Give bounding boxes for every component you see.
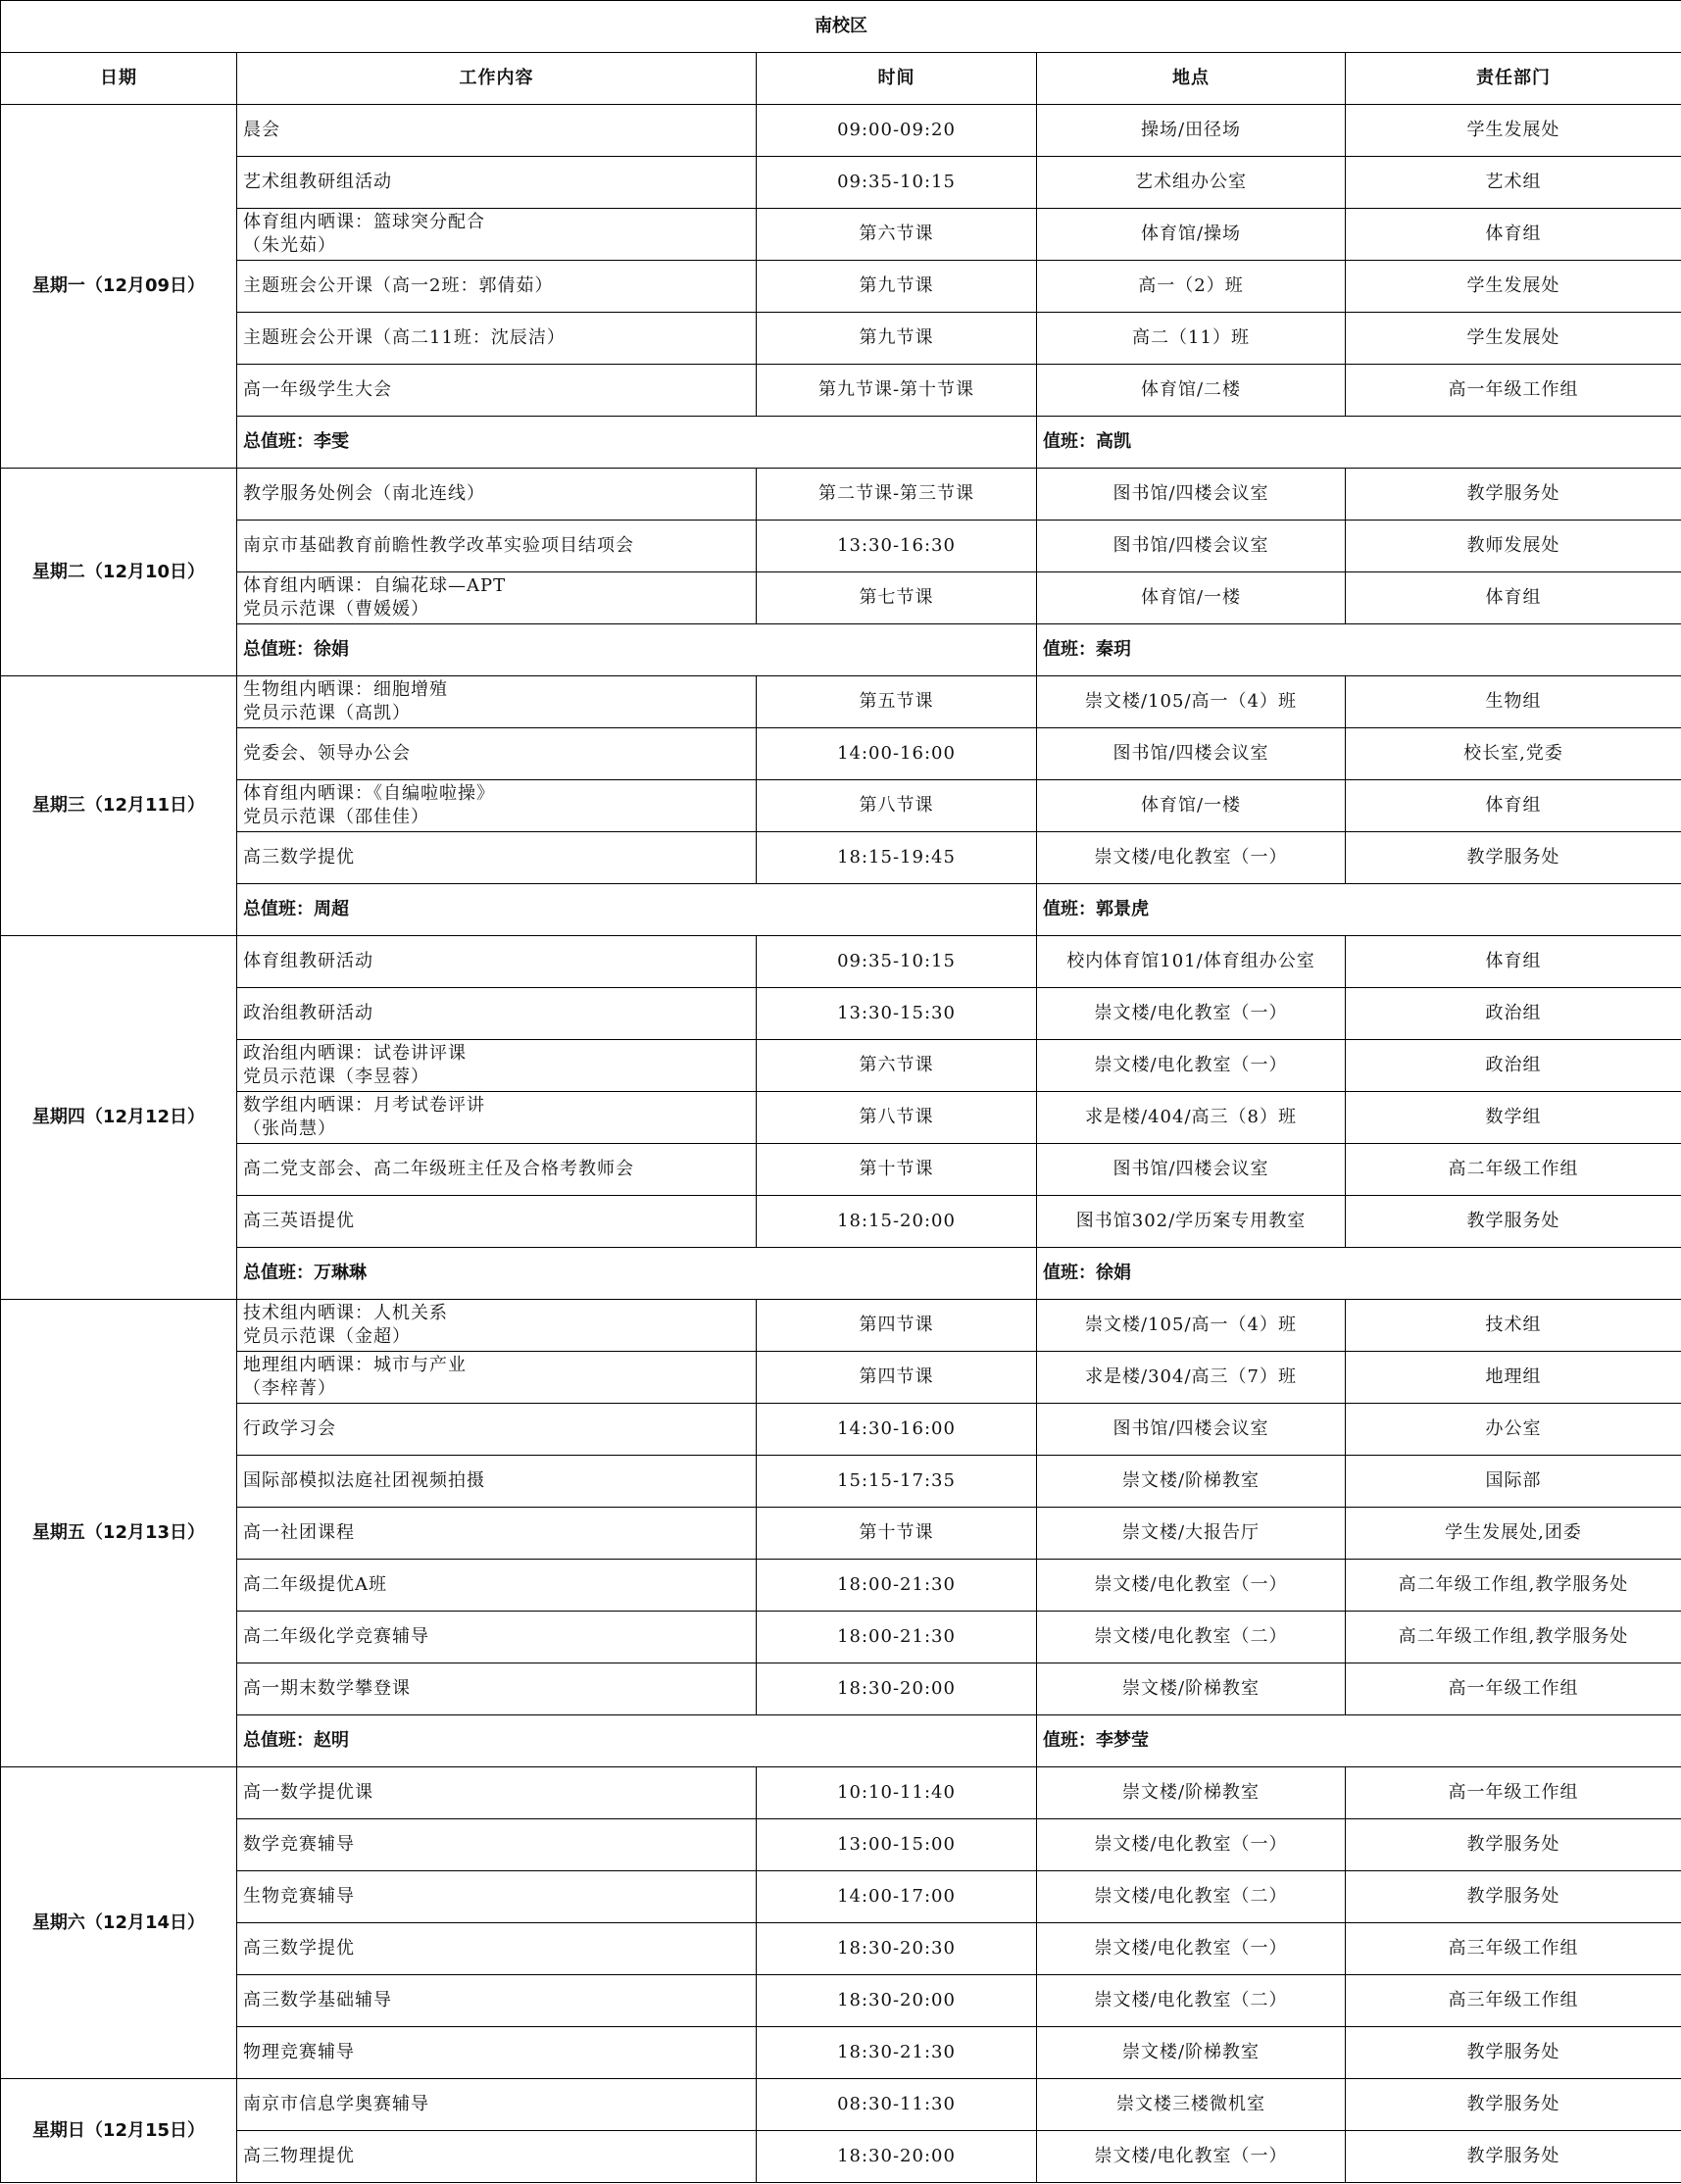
table-row (1, 2131, 1681, 2183)
day-label: 星期二（12月10日） (1, 469, 237, 676)
cell-time: 第十节课 (757, 1144, 1037, 1196)
cell-content: 主题班会公开课（高一2班：郭倩茹） (237, 261, 757, 313)
cell-dept: 高二年级工作组 (1346, 1144, 1681, 1196)
table-row (1, 1196, 1681, 1248)
cell-place: 崇文楼/电化教室（一） (1037, 832, 1346, 884)
cell-content: 主题班会公开课（高二11班：沈辰洁） (237, 313, 757, 365)
table-row (1, 157, 1681, 209)
cell-content: 高三物理提优 (237, 2131, 757, 2183)
duty-total-cell (237, 884, 1037, 936)
duty-row (1, 1715, 1681, 1767)
cell-time: 第八节课 (757, 1092, 1037, 1144)
cell-dept: 政治组 (1346, 1040, 1681, 1092)
cell-place: 崇文楼/105/高一（4）班 (1037, 1300, 1346, 1352)
table-row (1, 1612, 1681, 1663)
cell-place: 高二（11）班 (1037, 313, 1346, 365)
table-row (1, 1404, 1681, 1456)
cell-time: 18:15-19:45 (757, 832, 1037, 884)
table-row (1, 936, 1681, 988)
cell-dept: 高一年级工作组 (1346, 1767, 1681, 1819)
cell-time: 14:00-17:00 (757, 1871, 1037, 1923)
table-row (1, 261, 1681, 313)
cell-place: 图书馆/四楼会议室 (1037, 728, 1346, 780)
cell-time: 第五节课 (757, 676, 1037, 728)
cell-dept: 教学服务处 (1346, 2131, 1681, 2183)
cell-dept: 政治组 (1346, 988, 1681, 1040)
table-row (1, 1975, 1681, 2027)
cell-dept: 体育组 (1346, 572, 1681, 624)
cell-dept: 地理组 (1346, 1352, 1681, 1404)
cell-content: 生物竞赛辅导 (237, 1871, 757, 1923)
header-date: 日期 (1, 53, 237, 105)
header-dept: 责任部门 (1346, 53, 1681, 105)
cell-dept: 教学服务处 (1346, 1871, 1681, 1923)
cell-place: 崇文楼/阶梯教室 (1037, 1456, 1346, 1508)
header-row (1, 53, 1681, 105)
cell-time: 第二节课-第三节课 (757, 469, 1037, 521)
day-label: 星期三（12月11日） (1, 676, 237, 936)
table-row (1, 521, 1681, 572)
cell-place: 崇文楼三楼微机室 (1037, 2079, 1346, 2131)
cell-time: 第四节课 (757, 1300, 1037, 1352)
cell-place: 校内体育馆101/体育组办公室 (1037, 936, 1346, 988)
cell-dept: 教学服务处 (1346, 832, 1681, 884)
duty-total-cell (237, 417, 1037, 469)
cell-place: 图书馆/四楼会议室 (1037, 1144, 1346, 1196)
cell-place: 崇文楼/电化教室（一） (1037, 1819, 1346, 1871)
cell-content: 数学竞赛辅导 (237, 1819, 757, 1871)
cell-dept: 高三年级工作组 (1346, 1975, 1681, 2027)
cell-time: 18:30-20:00 (757, 1663, 1037, 1715)
table-row (1, 676, 1681, 728)
cell-time: 第九节课-第十节课 (757, 365, 1037, 417)
cell-place: 崇文楼/电化教室（一） (1037, 1040, 1346, 1092)
duty-name: 徐娟 (1096, 1263, 1131, 1283)
duty-cell (1037, 417, 1681, 469)
cell-dept: 教学服务处 (1346, 2079, 1681, 2131)
cell-content: 高一年级学生大会 (237, 365, 757, 417)
cell-place: 图书馆302/学历案专用教室 (1037, 1196, 1346, 1248)
table-row (1, 1092, 1681, 1144)
table-row (1, 365, 1681, 417)
cell-content: 高三数学提优 (237, 832, 757, 884)
table-row (1, 2027, 1681, 2079)
cell-dept: 高二年级工作组,教学服务处 (1346, 1612, 1681, 1663)
cell-dept: 高一年级工作组 (1346, 1663, 1681, 1715)
cell-dept: 教学服务处 (1346, 1196, 1681, 1248)
cell-content: 体育组教研活动 (237, 936, 757, 988)
day-label: 星期日（12月15日） (1, 2079, 237, 2183)
table-row (1, 1663, 1681, 1715)
cell-content: 晨会 (237, 105, 757, 157)
cell-dept: 体育组 (1346, 936, 1681, 988)
cell-content: 政治组内晒课：试卷讲评课 党员示范课（李昱蓉） (237, 1040, 757, 1092)
cell-time: 18:30-20:00 (757, 2131, 1037, 2183)
cell-dept: 学生发展处,团委 (1346, 1508, 1681, 1560)
cell-place: 崇文楼/阶梯教室 (1037, 1767, 1346, 1819)
duty-cell (1037, 624, 1681, 676)
cell-place: 崇文楼/电化教室（一） (1037, 988, 1346, 1040)
cell-time: 18:30-20:30 (757, 1923, 1037, 1975)
table-row (1, 469, 1681, 521)
cell-place: 崇文楼/电化教室（二） (1037, 1975, 1346, 2027)
cell-dept: 体育组 (1346, 209, 1681, 261)
cell-place: 崇文楼/105/高一（4）班 (1037, 676, 1346, 728)
cell-place: 崇文楼/大报告厅 (1037, 1508, 1346, 1560)
header-place: 地点 (1037, 53, 1346, 105)
cell-content: 行政学习会 (237, 1404, 757, 1456)
cell-place: 崇文楼/电化教室（一） (1037, 1560, 1346, 1612)
cell-time: 18:30-21:30 (757, 2027, 1037, 2079)
duty-label: 值班： (1043, 1263, 1096, 1283)
cell-place: 体育馆/二楼 (1037, 365, 1346, 417)
cell-time: 14:00-16:00 (757, 728, 1037, 780)
title-row (1, 1, 1681, 53)
cell-place: 崇文楼/电化教室（一） (1037, 2131, 1346, 2183)
cell-time: 10:10-11:40 (757, 1767, 1037, 1819)
cell-dept: 艺术组 (1346, 157, 1681, 209)
table-row (1, 105, 1681, 157)
duty-total-label: 总值班： (243, 639, 314, 660)
duty-label: 值班： (1043, 899, 1096, 919)
duty-total-cell (237, 624, 1037, 676)
duty-label: 值班： (1043, 1730, 1096, 1751)
cell-time: 18:30-20:00 (757, 1975, 1037, 2027)
cell-time: 13:30-15:30 (757, 988, 1037, 1040)
cell-dept: 校长室,党委 (1346, 728, 1681, 780)
cell-content: 政治组教研活动 (237, 988, 757, 1040)
table-row (1, 1144, 1681, 1196)
table-row (1, 988, 1681, 1040)
cell-place: 艺术组办公室 (1037, 157, 1346, 209)
table-row (1, 1871, 1681, 1923)
cell-dept: 学生发展处 (1346, 261, 1681, 313)
table-row (1, 728, 1681, 780)
cell-dept: 学生发展处 (1346, 105, 1681, 157)
cell-time: 15:15-17:35 (757, 1456, 1037, 1508)
cell-content: 体育组内晒课：自编花球—APT 党员示范课（曹媛媛） (237, 572, 757, 624)
cell-time: 18:00-21:30 (757, 1560, 1037, 1612)
cell-place: 崇文楼/阶梯教室 (1037, 2027, 1346, 2079)
duty-total-label: 总值班： (243, 1730, 314, 1751)
cell-content: 南京市基础教育前瞻性教学改革实验项目结项会 (237, 521, 757, 572)
cell-time: 18:00-21:30 (757, 1612, 1037, 1663)
table-row (1, 313, 1681, 365)
cell-content: 高二年级化学竞赛辅导 (237, 1612, 757, 1663)
duty-total-cell (237, 1715, 1037, 1767)
cell-dept: 高二年级工作组,教学服务处 (1346, 1560, 1681, 1612)
cell-dept: 教学服务处 (1346, 1819, 1681, 1871)
duty-total-name: 周超 (314, 899, 349, 919)
cell-content: 物理竞赛辅导 (237, 2027, 757, 2079)
day-label: 星期六（12月14日） (1, 1767, 237, 2079)
cell-place: 求是楼/404/高三（8）班 (1037, 1092, 1346, 1144)
cell-time: 第六节课 (757, 209, 1037, 261)
cell-content: 高三数学提优 (237, 1923, 757, 1975)
cell-content: 党委会、领导办公会 (237, 728, 757, 780)
cell-dept: 高三年级工作组 (1346, 1923, 1681, 1975)
cell-content: 高三英语提优 (237, 1196, 757, 1248)
schedule-body (1, 105, 1681, 2183)
table-row (1, 209, 1681, 261)
duty-cell (1037, 1715, 1681, 1767)
cell-dept: 国际部 (1346, 1456, 1681, 1508)
cell-place: 体育馆/操场 (1037, 209, 1346, 261)
duty-name: 郭景虎 (1096, 899, 1149, 919)
cell-time: 14:30-16:00 (757, 1404, 1037, 1456)
cell-place: 操场/田径场 (1037, 105, 1346, 157)
cell-content: 数学组内晒课：月考试卷评讲 （张尚慧） (237, 1092, 757, 1144)
cell-content: 高三数学基础辅导 (237, 1975, 757, 2027)
table-row (1, 1040, 1681, 1092)
duty-label: 值班： (1043, 431, 1096, 452)
table-row (1, 1819, 1681, 1871)
cell-content: 高一期末数学攀登课 (237, 1663, 757, 1715)
cell-dept: 体育组 (1346, 780, 1681, 832)
cell-content: 艺术组教研组活动 (237, 157, 757, 209)
duty-total-name: 徐娟 (314, 639, 349, 660)
day-label: 星期五（12月13日） (1, 1300, 237, 1767)
cell-dept: 数学组 (1346, 1092, 1681, 1144)
duty-name: 李梦莹 (1096, 1730, 1149, 1751)
cell-dept: 生物组 (1346, 676, 1681, 728)
day-label: 星期一（12月09日） (1, 105, 237, 469)
cell-content: 国际部模拟法庭社团视频拍摄 (237, 1456, 757, 1508)
duty-row (1, 624, 1681, 676)
duty-cell (1037, 1248, 1681, 1300)
cell-content: 高一数学提优课 (237, 1767, 757, 1819)
table-title: 南校区 (1, 1, 1681, 53)
duty-label: 值班： (1043, 639, 1096, 660)
table-row (1, 1508, 1681, 1560)
cell-time: 13:00-15:00 (757, 1819, 1037, 1871)
table-row (1, 1560, 1681, 1612)
cell-content: 生物组内晒课：细胞增殖 党员示范课（高凯） (237, 676, 757, 728)
cell-place: 图书馆/四楼会议室 (1037, 521, 1346, 572)
cell-place: 体育馆/一楼 (1037, 572, 1346, 624)
cell-place: 崇文楼/电化教室（二） (1037, 1612, 1346, 1663)
table-row (1, 2079, 1681, 2131)
cell-place: 崇文楼/电化教室（二） (1037, 1871, 1346, 1923)
cell-time: 第九节课 (757, 313, 1037, 365)
duty-cell (1037, 884, 1681, 936)
duty-row (1, 417, 1681, 469)
cell-place: 高一（2）班 (1037, 261, 1346, 313)
cell-place: 求是楼/304/高三（7）班 (1037, 1352, 1346, 1404)
table-row (1, 1300, 1681, 1352)
cell-time: 第八节课 (757, 780, 1037, 832)
cell-time: 第六节课 (757, 1040, 1037, 1092)
cell-content: 高二党支部会、高二年级班主任及合格考教师会 (237, 1144, 757, 1196)
cell-content: 技术组内晒课：人机关系 党员示范课（金超） (237, 1300, 757, 1352)
cell-content: 南京市信息学奥赛辅导 (237, 2079, 757, 2131)
duty-total-name: 李雯 (314, 431, 349, 452)
duty-total-name: 赵明 (314, 1730, 349, 1751)
cell-time: 18:15-20:00 (757, 1196, 1037, 1248)
duty-total-name: 万琳琳 (314, 1263, 367, 1283)
cell-time: 第十节课 (757, 1508, 1037, 1560)
table-row (1, 1923, 1681, 1975)
cell-dept: 学生发展处 (1346, 313, 1681, 365)
cell-content: 高一社团课程 (237, 1508, 757, 1560)
cell-content: 体育组内晒课：《自编啦啦操》 党员示范课（邵佳佳） (237, 780, 757, 832)
table-row (1, 780, 1681, 832)
cell-dept: 高一年级工作组 (1346, 365, 1681, 417)
duty-total-cell (237, 1248, 1037, 1300)
duty-name: 秦玥 (1096, 639, 1131, 660)
cell-place: 体育馆/一楼 (1037, 780, 1346, 832)
cell-content: 教学服务处例会（南北连线） (237, 469, 757, 521)
cell-time: 09:00-09:20 (757, 105, 1037, 157)
cell-time: 08:30-11:30 (757, 2079, 1037, 2131)
cell-time: 09:35-10:15 (757, 157, 1037, 209)
cell-place: 图书馆/四楼会议室 (1037, 469, 1346, 521)
cell-place: 崇文楼/阶梯教室 (1037, 1663, 1346, 1715)
cell-dept: 技术组 (1346, 1300, 1681, 1352)
day-label: 星期四（12月12日） (1, 936, 237, 1300)
cell-time: 第七节课 (757, 572, 1037, 624)
duty-total-label: 总值班： (243, 899, 314, 919)
cell-dept: 教学服务处 (1346, 2027, 1681, 2079)
table-row (1, 572, 1681, 624)
cell-dept: 教学服务处 (1346, 469, 1681, 521)
cell-time: 09:35-10:15 (757, 936, 1037, 988)
cell-place: 崇文楼/电化教室（一） (1037, 1923, 1346, 1975)
header-time: 时间 (757, 53, 1037, 105)
duty-total-label: 总值班： (243, 431, 314, 452)
cell-time: 13:30-16:30 (757, 521, 1037, 572)
duty-row (1, 884, 1681, 936)
duty-row (1, 1248, 1681, 1300)
cell-content: 地理组内晒课：城市与产业 （李梓菁） (237, 1352, 757, 1404)
cell-time: 第四节课 (757, 1352, 1037, 1404)
cell-content: 体育组内晒课：篮球突分配合 （朱光茹） (237, 209, 757, 261)
cell-dept: 教师发展处 (1346, 521, 1681, 572)
header-content: 工作内容 (237, 53, 757, 105)
cell-time: 第九节课 (757, 261, 1037, 313)
table-row (1, 1352, 1681, 1404)
table-row (1, 1767, 1681, 1819)
cell-dept: 办公室 (1346, 1404, 1681, 1456)
table-row (1, 832, 1681, 884)
duty-total-label: 总值班： (243, 1263, 314, 1283)
duty-name: 高凯 (1096, 431, 1131, 452)
cell-content: 高二年级提优A班 (237, 1560, 757, 1612)
table-row (1, 1456, 1681, 1508)
cell-place: 图书馆/四楼会议室 (1037, 1404, 1346, 1456)
